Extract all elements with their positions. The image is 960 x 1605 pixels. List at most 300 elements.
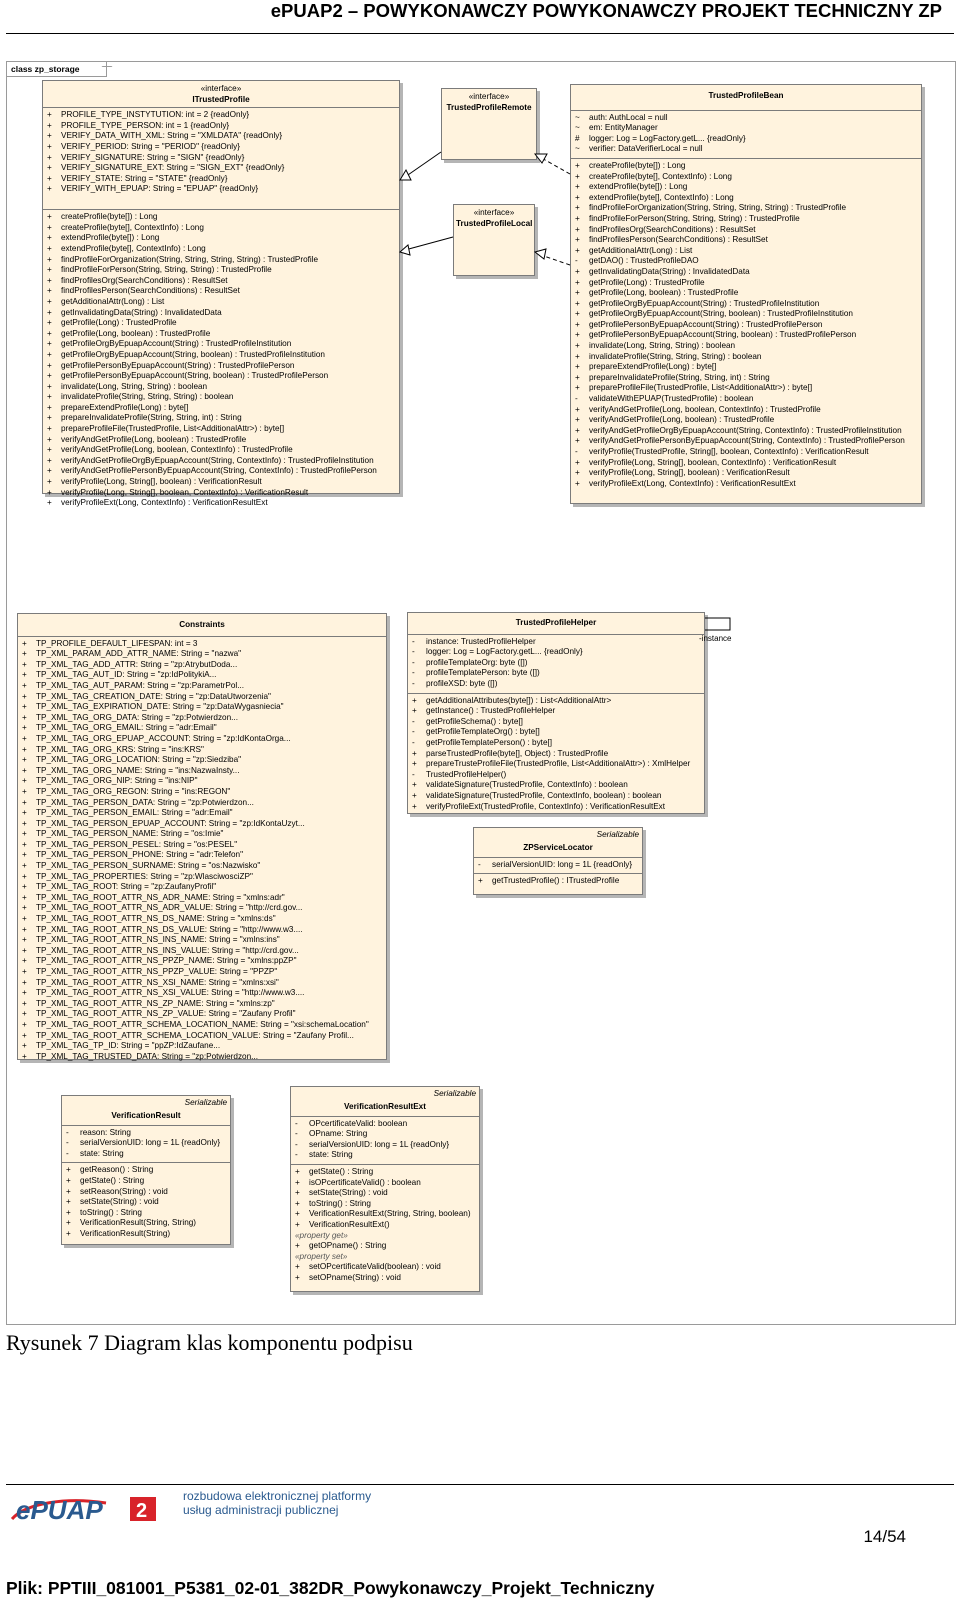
visibility-marker: + [22, 988, 27, 998]
visibility-marker: + [22, 733, 27, 743]
visibility-marker: ~ [575, 112, 580, 122]
visibility-marker: + [295, 1219, 300, 1229]
visibility-marker: + [22, 744, 27, 754]
visibility-marker: - [412, 647, 415, 657]
member-text: TP_XML_TAG_PROPERTIES: String = "zp:WlasciwosciZP" [36, 871, 253, 881]
visibility-marker: + [22, 659, 27, 669]
visibility-marker: + [575, 288, 580, 298]
member-text: getState() : String [309, 1166, 374, 1176]
visibility-marker: + [575, 404, 580, 414]
visibility-marker: + [575, 330, 580, 340]
visibility-marker: + [47, 434, 52, 444]
member-text: TP_XML_TAG_CREATION_DATE: String = "zp:DataUtworzenia" [36, 691, 271, 701]
realization-arrowhead [535, 154, 547, 163]
member-text: getProfile(Long) : TrustedProfile [61, 318, 177, 328]
visibility-marker: + [412, 759, 417, 769]
visibility-marker: - [66, 1138, 69, 1148]
member-text: TP_XML_TAG_ORG_REGON: String = "ins:REGON" [36, 786, 231, 796]
figure-caption: Rysunek 7 Diagram klas komponentu podpisu [6, 1330, 413, 1355]
visibility-marker: + [575, 362, 580, 372]
page-header [0, 0, 960, 40]
visibility-marker: + [575, 182, 580, 192]
member-text: state: String [309, 1150, 353, 1160]
visibility-marker: + [295, 1166, 300, 1176]
visibility-marker: - [66, 1127, 69, 1137]
member-text: PROFILE_TYPE_INSTYTUTION: int = 2 {readOnly} [61, 110, 250, 120]
member-stereotype: «property set» [295, 1251, 348, 1261]
logo-tagline-line-2: usług administracji publicznej [183, 1503, 339, 1517]
member-text: getAdditionalAttr(Long) : List [589, 245, 693, 255]
visibility-marker: + [575, 277, 580, 287]
member-text: TP_XML_TAG_ROOT: String = "zp:ZaufanyProfil" [36, 882, 217, 892]
visibility-marker: + [22, 903, 27, 913]
member-text: toString() : String [309, 1198, 371, 1208]
generalization-local-to-itrustedprofile [405, 237, 453, 250]
member-text: getProfileOrgByEpuapAccount(String) : TrustedProfileInstitution [589, 298, 820, 308]
logo-tagline [183, 1489, 371, 1517]
member-text: VerificationResultExt() [309, 1219, 390, 1229]
association-role-label: -instance [699, 634, 732, 643]
class-name: TrustedProfileBean [708, 91, 784, 100]
visibility-marker: - [412, 727, 415, 737]
visibility-marker: + [47, 413, 52, 423]
member-text: TP_XML_TAG_PERSON_DATA: String = "zp:Potwierdzon... [36, 797, 254, 807]
visibility-marker: + [47, 265, 52, 275]
member-text: TP_XML_TAG_AUT_ID: String = "zp:IdPolitykiA... [36, 670, 217, 680]
member-text: logger: Log = LogFactory.getL... {readOnly} [589, 133, 746, 143]
logo-tagline-line-1: rozbudowa elektronicznej platformy [183, 1489, 372, 1503]
visibility-marker: + [66, 1165, 71, 1175]
visibility-marker: + [22, 945, 27, 955]
visibility-marker: - [575, 447, 578, 456]
member-text: getProfile(Long, boolean) : TrustedProfile [61, 328, 211, 338]
member-text: prepareInvalidateProfile(String, String, int) : String [61, 413, 242, 423]
member-text: TP_XML_TAG_ORG_EMAIL: String = "adr:Email" [36, 723, 217, 733]
visibility-marker: + [575, 171, 580, 181]
member-text: verifyAndGetProfileOrgByEpuapAccount(String, ContextInfo) : TrustedProfileInstitution [589, 425, 902, 435]
member-text: verifyProfileExt(TrustedProfile, ContextInfo) : VerificationResultExt [426, 801, 666, 811]
class-name: Constraints [179, 620, 225, 629]
member-text: findProfilesOrg(SearchConditions) : ResultSet [61, 275, 228, 285]
package-label: class zp_storage [7, 62, 107, 77]
visibility-marker: - [412, 716, 415, 726]
member-text: getProfilePersonByEpuapAccount(String, boolean) : TrustedProfilePerson [589, 330, 857, 340]
member-text: verifyAndGetProfile(Long, boolean, ContextInfo) : TrustedProfile [61, 445, 293, 455]
visibility-marker: + [47, 131, 52, 141]
member-text: VERIFY_SIGNATURE_EXT: String = "SIGN_EXT" {readOnly} [61, 163, 285, 173]
diagram-frame [6, 61, 956, 1325]
member-text: VERIFY_WITH_EPUAP: String = "EPUAP" {readOnly} [61, 184, 259, 194]
visibility-marker: + [22, 765, 27, 775]
member-text: setOPname(String) : void [309, 1272, 401, 1282]
visibility-marker: + [47, 307, 52, 317]
member-text: findProfilesPerson(SearchConditions) : ResultSet [61, 286, 240, 296]
member-text: TP_XML_TAG_ROOT_ATTR_NS_INS_NAME: String = "xmlns:ins" [36, 935, 280, 945]
member-text: createProfile(byte[], ContextInfo) : Long [589, 171, 732, 181]
visibility-marker: + [47, 328, 52, 338]
visibility-marker: + [22, 786, 27, 796]
visibility-marker: - [412, 769, 415, 779]
member-text: TP_XML_TAG_ROOT_ATTR_NS_INS_VALUE: String = "http://crd.gov... [36, 945, 299, 955]
member-text: getProfile(Long) : TrustedProfile [589, 277, 705, 287]
file-name: Plik: PPTIII_081001_P5381_02-01_382DR_Powykonawczy_Projekt_Techniczny [6, 1578, 655, 1598]
member-text: TP_XML_TAG_TRUSTED_DATA: String = "zp:Potwierdzon... [36, 1051, 258, 1061]
visibility-marker: + [47, 296, 52, 306]
member-text: profileXSD: byte ([]) [426, 678, 498, 688]
visibility-marker: - [412, 657, 415, 667]
visibility-marker: + [22, 892, 27, 902]
member-text: TP_XML_TAG_ROOT_ATTR_NS_ADR_NAME: String = "xmlns:adr" [36, 892, 285, 902]
header-title: ePUAP2 – POWYKONAWCZY POWYKONAWCZY PROJEKT TECHNICZNY ZP [270, 0, 942, 21]
member-text: verifyAndGetProfile(Long, boolean) : TrustedProfile [589, 415, 775, 425]
member-text: VERIFY_DATA_WITH_XML: String = "XMLDATA" {readOnly} [61, 131, 283, 141]
member-text: validateWithEPUAP(TrustedProfile) : boolean [589, 394, 754, 404]
member-text: getInstance() : TrustedProfileHelper [426, 706, 556, 716]
member-text: TP_XML_TAG_ROOT_ATTR_SCHEMA_LOCATION_VALUE: String = "Zaufany Profil... [36, 1030, 354, 1040]
visibility-marker: + [575, 415, 580, 425]
generalization-arrowhead [400, 170, 411, 180]
visibility-marker: + [412, 748, 417, 758]
member-text: getDAO() : TrustedProfileDAO [589, 256, 699, 266]
visibility-marker: + [295, 1198, 300, 1208]
visibility-marker: + [575, 224, 580, 234]
member-text: TP_XML_TAG_PERSON_PESEL: String = "os:PESEL" [36, 839, 238, 849]
member-text: createProfile(byte[], ContextInfo) : Long [61, 222, 204, 232]
visibility-marker: + [66, 1197, 71, 1207]
visibility-marker: + [295, 1241, 300, 1251]
visibility-marker: + [575, 245, 580, 255]
member-text: TP_XML_TAG_ROOT_ATTR_NS_ADR_VALUE: String = "http://crd.gov... [36, 903, 303, 913]
visibility-marker: + [47, 455, 52, 465]
member-text: getInvalidatingData(String) : InvalidatedData [589, 266, 750, 276]
visibility-marker: - [412, 678, 415, 688]
member-text: getProfilePersonByEpuapAccount(String, boolean) : TrustedProfilePerson [61, 371, 329, 381]
visibility-marker: - [412, 668, 415, 678]
member-stereotype: «property get» [295, 1230, 348, 1240]
member-text: getOPname() : String [309, 1241, 387, 1251]
visibility-marker: + [22, 755, 27, 765]
member-text: getTrustedProfile() : ITrustedProfile [492, 876, 620, 886]
visibility-marker: + [22, 670, 27, 680]
serializable-tag: Serializable [433, 1089, 476, 1098]
member-text: TP_XML_TAG_ROOT_ATTR_SCHEMA_LOCATION_NAME: String = "xsi:schemaLocation" [36, 1019, 369, 1029]
member-text: TP_XML_TAG_ORG_LOCATION: String = "zp:Siedziba" [36, 755, 242, 765]
visibility-marker: + [47, 163, 52, 173]
member-text: findProfileForPerson(String, String, String) : TrustedProfile [61, 265, 272, 275]
member-text: setState(String) : void [80, 1197, 159, 1207]
member-text: TP_XML_TAG_TP_ID: String = "ppZP:IdZaufane... [36, 1041, 221, 1051]
member-text: TP_XML_TAG_ROOT_ATTR_NS_ZP_NAME: String = "xmlns:zp" [36, 998, 275, 1008]
visibility-marker: - [478, 859, 481, 869]
visibility-marker: + [47, 487, 52, 497]
visibility-marker: + [47, 445, 52, 455]
member-text: getInvalidatingData(String) : InvalidatedData [61, 307, 222, 317]
member-text: extendProfile(byte[]) : Long [61, 233, 160, 243]
member-text: verifier: DataVerifierLocal = null [589, 144, 703, 154]
visibility-marker: + [575, 309, 580, 319]
member-text: getAdditionalAttr(Long) : List [61, 296, 165, 306]
member-text: getState() : String [80, 1175, 145, 1185]
visibility-marker: - [66, 1148, 69, 1158]
member-text: TP_XML_TAG_PERSON_NAME: String = "os:Imie" [36, 829, 224, 839]
member-text: extendProfile(byte[], ContextInfo) : Long [589, 192, 734, 202]
visibility-marker: # [575, 133, 580, 143]
member-text: invalidateProfile(String, String, String) : boolean [589, 351, 762, 361]
relationship-connectors [7, 62, 955, 1324]
logo-word: ePUAP [16, 1495, 103, 1525]
member-text: serialVersionUID: long = 1L {readOnly} [80, 1138, 221, 1148]
visibility-marker: + [412, 706, 417, 716]
visibility-marker: + [575, 478, 580, 488]
class-name: ZPServiceLocator [523, 843, 593, 852]
member-text: TP_XML_TAG_ORG_DATA: String = "zp:Potwierdzon... [36, 712, 238, 722]
visibility-marker: + [47, 222, 52, 232]
visibility-marker: + [22, 649, 27, 659]
visibility-marker: - [295, 1139, 298, 1149]
member-text: createProfile(byte[]) : Long [61, 212, 158, 222]
member-text: findProfileForOrganization(String, String, String, String) : TrustedProfile [589, 203, 847, 213]
visibility-marker: + [412, 801, 417, 811]
member-text: logger: Log = LogFactory.getL... {readOnly} [426, 647, 583, 657]
member-text: TP_XML_TAG_ROOT_ATTR_NS_XSI_NAME: String = "xmlns:xsi" [36, 977, 279, 987]
visibility-marker: + [47, 360, 52, 370]
visibility-marker: + [575, 319, 580, 329]
member-text: TP_XML_TAG_ORG_NAME: String = "ins:NazwaInsty... [36, 765, 240, 775]
member-text: verifyProfile(Long, String[], boolean) : VerificationResult [589, 468, 790, 478]
visibility-marker: + [22, 1019, 27, 1029]
visibility-marker: + [412, 780, 417, 790]
member-text: VerificationResult(String, String) [80, 1218, 197, 1228]
member-text: verifyAndGetProfilePersonByEpuapAccount(String, ContextInfo) : TrustedProfilePerson [61, 466, 377, 476]
visibility-marker: + [22, 871, 27, 881]
epuap-logo-mark [6, 1489, 186, 1533]
visibility-marker: + [22, 935, 27, 945]
class-name: TrustedProfileLocal [456, 218, 533, 228]
member-text: getProfilePersonByEpuapAccount(String) : TrustedProfilePerson [61, 360, 295, 370]
member-text: extendProfile(byte[], ContextInfo) : Long [61, 243, 206, 253]
member-text: TP_XML_TAG_PERSON_SURNAME: String = "os:Nazwisko" [36, 861, 261, 871]
class-name: ITrustedProfile [192, 94, 250, 104]
logo-number: 2 [136, 1500, 148, 1522]
member-text: TrustedProfileHelper() [426, 769, 507, 779]
member-text: TP_XML_TAG_PERSON_PHONE: String = "adr:Telefon" [36, 850, 244, 860]
generalization-remote-to-itrustedprofile [405, 152, 441, 177]
visibility-marker: + [295, 1262, 300, 1272]
class-name: VerificationResult [111, 1111, 181, 1120]
visibility-marker: + [47, 286, 52, 296]
visibility-marker: ~ [575, 123, 580, 133]
member-text: verifyAndGetProfile(Long, boolean, ContextInfo) : TrustedProfile [589, 404, 821, 414]
visibility-marker: + [47, 498, 52, 508]
visibility-marker: + [22, 1009, 27, 1019]
visibility-marker: + [22, 861, 27, 871]
member-text: TP_XML_TAG_ROOT_ATTR_NS_ZP_VALUE: String = "Zaufany Profil" [36, 1009, 296, 1019]
member-text: invalidate(Long, String, String) : boolean [61, 381, 208, 391]
header-rule [6, 33, 954, 34]
visibility-marker: + [47, 141, 52, 151]
member-text: getProfileOrgByEpuapAccount(String) : TrustedProfileInstitution [61, 339, 292, 349]
visibility-marker: + [47, 120, 52, 130]
member-text: prepareInvalidateProfile(String, String, int) : String [589, 372, 770, 382]
visibility-marker: + [47, 152, 52, 162]
member-text: setReason(String) : void [80, 1186, 168, 1196]
member-text: TP_XML_TAG_ORG_KRS: String = "ins:KRS" [36, 744, 204, 754]
member-text: invalidateProfile(String, String, String) : boolean [61, 392, 234, 402]
member-text: toString() : String [80, 1207, 142, 1217]
member-text: createProfile(byte[]) : Long [589, 160, 686, 170]
visibility-marker: + [22, 1051, 27, 1061]
serializable-tag: Serializable [596, 830, 639, 839]
member-text: TP_XML_TAG_ROOT_ATTR_NS_XSI_VALUE: String = "http://www.w3.... [36, 988, 305, 998]
visibility-marker: + [22, 977, 27, 987]
visibility-marker: + [575, 436, 580, 446]
visibility-marker: + [478, 876, 483, 886]
member-text: TP_XML_TAG_ROOT_ATTR_NS_PPZP_VALUE: String = "PPZP" [36, 967, 278, 976]
visibility-marker: + [575, 298, 580, 308]
class-stereotype: «interface» [468, 92, 510, 101]
member-text: PROFILE_TYPE_PERSON: int = 1 {readOnly} [61, 120, 230, 130]
visibility-marker: + [47, 424, 52, 434]
visibility-marker: + [22, 829, 27, 839]
visibility-marker: + [22, 776, 27, 786]
member-text: validateSignature(TrustedProfile, ContextInfo, boolean) : boolean [426, 790, 662, 800]
visibility-marker: + [47, 466, 52, 476]
visibility-marker: + [22, 808, 27, 818]
visibility-marker: + [66, 1207, 71, 1217]
class-stereotype: «interface» [473, 208, 515, 217]
member-text: getProfile(Long, boolean) : TrustedProfile [589, 288, 739, 298]
visibility-marker: - [295, 1129, 298, 1139]
visibility-marker: - [295, 1118, 298, 1128]
visibility-marker: + [66, 1228, 71, 1238]
visibility-marker: + [47, 392, 52, 402]
member-text: verifyAndGetProfile(Long, boolean) : TrustedProfile [61, 434, 247, 444]
visibility-marker: + [575, 160, 580, 170]
member-text: verifyProfile(Long, String[], boolean, ContextInfo) : VerificationResult [589, 457, 837, 467]
visibility-marker: + [22, 797, 27, 807]
member-text: VERIFY_PERIOD: String = "PERIOD" {readOnly} [61, 141, 240, 151]
visibility-marker: + [47, 402, 52, 412]
visibility-marker: + [22, 691, 27, 701]
member-text: findProfileForOrganization(String, String, String, String) : TrustedProfile [61, 254, 319, 264]
member-text: verifyAndGetProfileOrgByEpuapAccount(String, ContextInfo) : TrustedProfileInstitution [61, 455, 374, 465]
member-text: OPname: String [309, 1129, 368, 1139]
member-text: prepareProfileFile(TrustedProfile, List<AdditionalAttr>) : byte[] [61, 424, 285, 434]
visibility-marker: + [22, 924, 27, 934]
class-stereotype: «interface» [200, 84, 242, 93]
member-text: parseTrustedProfile(byte[], Object) : TrustedProfile [426, 748, 609, 758]
visibility-marker: + [22, 998, 27, 1008]
visibility-marker: + [22, 839, 27, 849]
member-text: extendProfile(byte[]) : Long [589, 182, 688, 192]
member-text: TP_XML_TAG_ROOT_ATTR_NS_PPZP_NAME: String = "xmlns:ppZP" [36, 956, 297, 966]
visibility-marker: + [295, 1209, 300, 1219]
visibility-marker: + [22, 850, 27, 860]
visibility-marker: + [22, 818, 27, 828]
visibility-marker: + [22, 638, 27, 648]
visibility-marker: + [22, 1030, 27, 1040]
member-text: VERIFY_SIGNATURE: String = "SIGN" {readOnly} [61, 152, 245, 162]
member-text: verifyProfileExt(Long, ContextInfo) : VerificationResultExt [589, 478, 796, 488]
member-text: verifyProfile(TrustedProfile, String[], boolean, ContextInfo) : VerificationResult [589, 447, 869, 456]
member-text: verifyAndGetProfilePersonByEpuapAccount(String, ContextInfo) : TrustedProfilePerson [589, 436, 905, 446]
member-text: instance: TrustedProfileHelper [426, 636, 536, 646]
member-text: state: String [80, 1148, 124, 1158]
member-text: getReason() : String [80, 1165, 154, 1175]
member-text: serialVersionUID: long = 1L {readOnly} [309, 1139, 450, 1149]
member-text: verifyProfile(Long, String[], boolean, ContextInfo) : VerificationResult [61, 487, 309, 497]
member-text: prepareProfileFile(TrustedProfile, List<AdditionalAttr>) : byte[] [589, 383, 813, 393]
visibility-marker: + [575, 468, 580, 478]
visibility-marker: + [47, 477, 52, 487]
visibility-marker: + [47, 371, 52, 381]
visibility-marker: + [47, 254, 52, 264]
visibility-marker: + [66, 1218, 71, 1228]
visibility-marker: - [575, 256, 578, 266]
generalization-arrowhead [400, 245, 410, 255]
member-text: getProfileTemplateOrg() : byte[] [426, 727, 540, 737]
member-text: serialVersionUID: long = 1L {readOnly} [492, 859, 633, 869]
member-text: TP_PROFILE_DEFAULT_LIFESPAN: int = 3 [36, 638, 198, 648]
member-text: TP_XML_TAG_ADD_ATTR: String = "zp:AtrybutDoda... [36, 659, 238, 669]
member-text: validateSignature(TrustedProfile, ContextInfo) : boolean [426, 780, 628, 790]
member-text: profileTemplatePerson: byte ([]) [426, 668, 540, 678]
member-text: OPcertificateValid: boolean [309, 1118, 408, 1128]
visibility-marker: + [575, 457, 580, 467]
member-text: TP_XML_TAG_ORG_NIP: String = "ins:NIP" [36, 776, 198, 786]
member-text: TP_XML_TAG_PERSON_EMAIL: String = "adr:Email" [36, 808, 233, 818]
member-text: getProfileSchema() : byte[] [426, 716, 523, 726]
visibility-marker: + [575, 383, 580, 393]
visibility-marker: - [575, 394, 578, 404]
visibility-marker: + [47, 339, 52, 349]
member-text: getProfilePersonByEpuapAccount(String) : TrustedProfilePerson [589, 319, 823, 329]
member-text: reason: String [80, 1127, 131, 1137]
class-name: VerificationResultExt [344, 1102, 426, 1111]
visibility-marker: - [295, 1150, 298, 1160]
visibility-marker: + [412, 790, 417, 800]
visibility-marker: + [575, 341, 580, 351]
visibility-marker: + [66, 1186, 71, 1196]
member-text: TP_XML_TAG_AUT_PARAM: String = "zp:ParametrPol... [36, 680, 245, 690]
visibility-marker: + [47, 381, 52, 391]
serializable-tag: Serializable [184, 1098, 227, 1107]
member-text: VERIFY_STATE: String = "STATE" {readOnly} [61, 173, 228, 183]
member-text: TP_XML_TAG_EXPIRATION_DATE: String = "zp:DataWygasniecia" [36, 702, 284, 712]
member-text: prepareExtendProfile(Long) : byte[] [589, 362, 717, 372]
member-text: VerificationResult(String) [80, 1228, 171, 1238]
member-text: isOPcertificateValid() : boolean [309, 1177, 421, 1187]
member-text: getProfileOrgByEpuapAccount(String, boolean) : TrustedProfileInstitution [61, 349, 325, 359]
member-text: TP_XML_PARAM_ADD_ATTR_NAME: String = "nazwa" [36, 649, 242, 659]
member-text: invalidate(Long, String, String) : boolean [589, 341, 736, 351]
member-text: verifyProfile(Long, String[], boolean) : VerificationResult [61, 477, 262, 487]
visibility-marker: + [22, 882, 27, 892]
class-name: TrustedProfileHelper [515, 618, 597, 627]
visibility-marker: + [575, 235, 580, 245]
member-text: findProfilesPerson(SearchConditions) : ResultSet [589, 235, 768, 245]
footer-rule [6, 1484, 954, 1485]
member-text: profileTemplateOrg: byte ([]) [426, 657, 528, 667]
member-text: verifyProfileExt(Long, ContextInfo) : VerificationResultExt [61, 498, 268, 508]
visibility-marker: + [47, 173, 52, 183]
visibility-marker: + [295, 1177, 300, 1187]
visibility-marker: + [295, 1272, 300, 1282]
visibility-marker: + [575, 213, 580, 223]
visibility-marker: + [575, 425, 580, 435]
visibility-marker: + [22, 702, 27, 712]
member-text: VerificationResultExt(String, String, boolean) [309, 1209, 471, 1219]
